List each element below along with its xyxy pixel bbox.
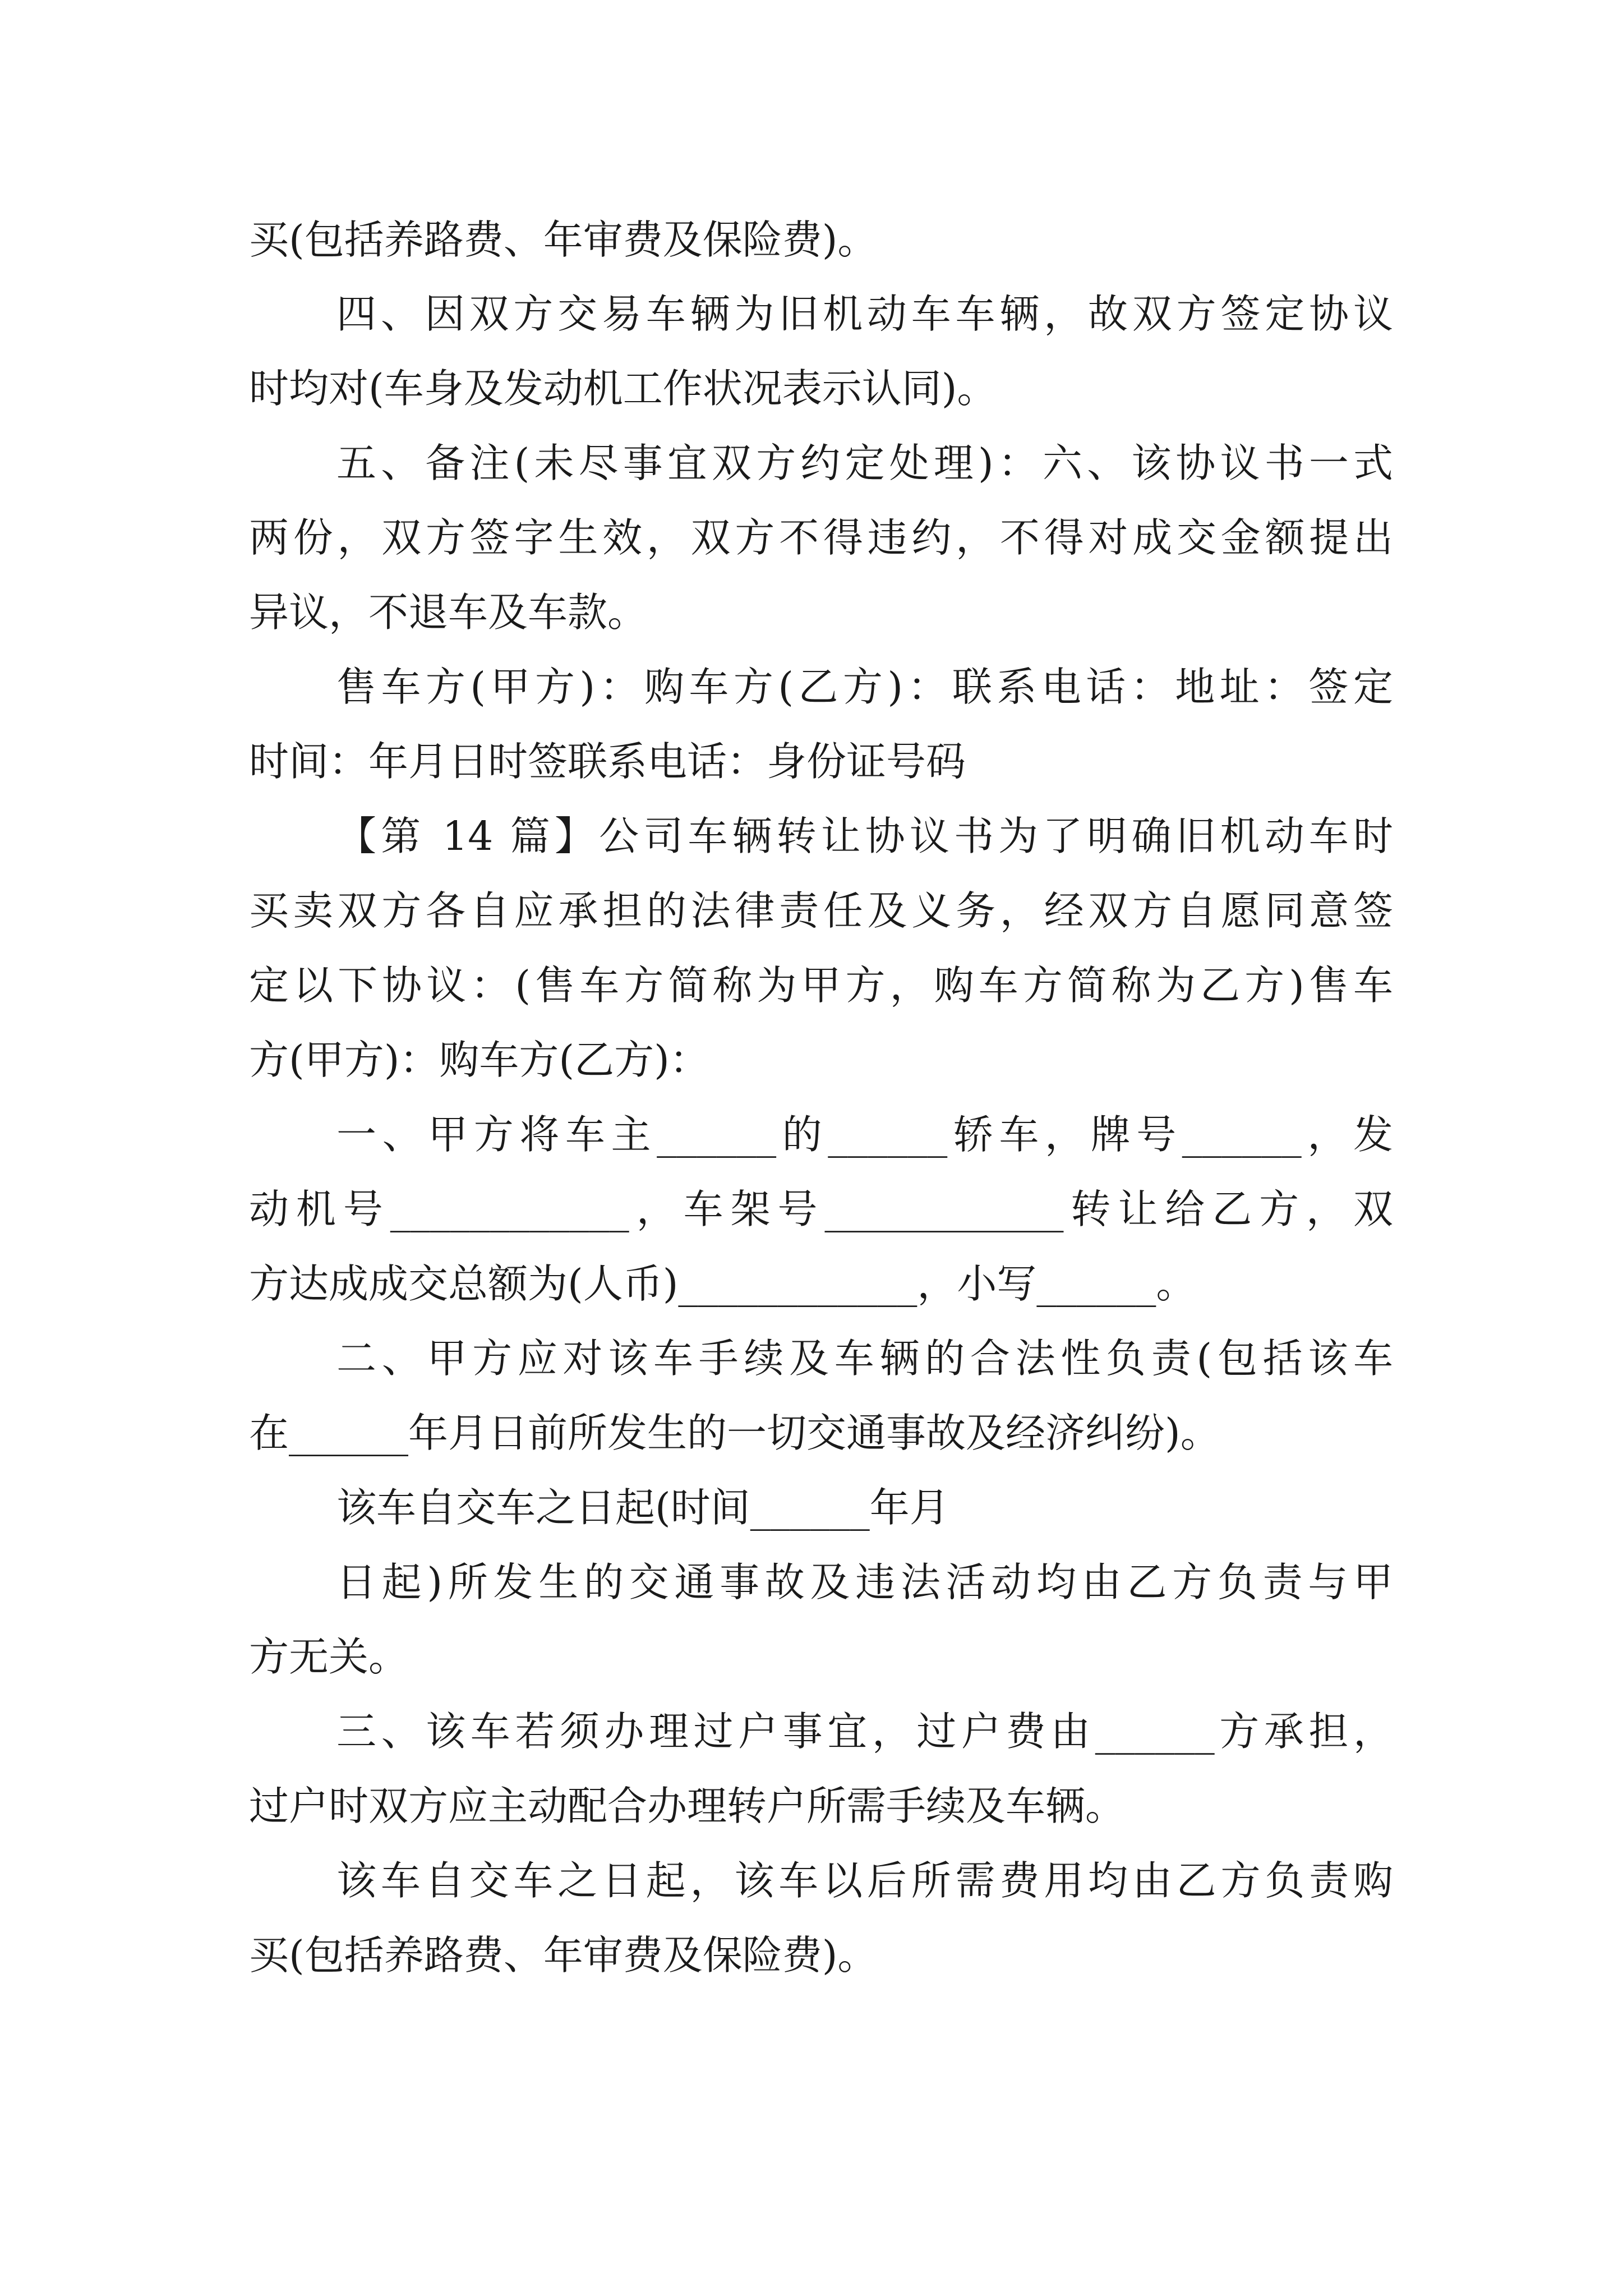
text-line-9: 【第 14 篇】公司车辆转让协议书为了明确旧机动车时 [336, 813, 1393, 859]
text-line-6: 异议，不退车及车款。 [249, 589, 648, 636]
text-line-19: 日起)所发生的交通事故及违法活动均由乙方负责与甲 [336, 1559, 1393, 1605]
text-line-4: 五、备注(未尽事宜双方约定处理)：六、该协议书一式 [336, 440, 1393, 486]
text-line-16: 二、甲方应对该车手续及车辆的合法性负责(包括该车 [336, 1335, 1393, 1382]
text-line-3: 时均对(车身及发动机工作状况表示认同)。 [249, 365, 997, 412]
text-line-13: 一、甲方将车主______的______轿车，牌号______，发 [336, 1111, 1393, 1158]
text-line-8: 时间：年月日时签联系电话：身份证号码 [249, 738, 966, 785]
text-line-15: 方达成成交总额为(人币)____________，小写______。 [249, 1260, 1196, 1307]
text-line-21: 三、该车若须办理过户事宜，过户费由______方承担， [336, 1708, 1393, 1755]
text-line-1: 买(包括养路费、年审费及保险费)。 [249, 217, 878, 263]
text-line-10: 买卖双方各自应承担的法律责任及义务，经双方自愿同意签 [249, 887, 1393, 934]
text-line-11: 定以下协议：(售车方简称为甲方，购车方简称为乙方)售车 [249, 962, 1393, 1009]
text-line-17: 在______年月日前所发生的一切交通事故及经济纠纷)。 [249, 1410, 1220, 1456]
text-line-18: 该车自交车之日起(时间______年月 [336, 1484, 949, 1531]
text-line-24: 买(包括养路费、年审费及保险费)。 [249, 1932, 878, 1978]
text-line-2: 四、因双方交易车辆为旧机动车车辆，故双方签定协议 [336, 291, 1393, 337]
text-line-22: 过户时双方应主动配合办理转户所需手续及车辆。 [249, 1783, 1126, 1829]
text-line-14: 动机号____________，车架号____________转让给乙方，双 [249, 1186, 1393, 1232]
text-line-20: 方无关。 [249, 1634, 409, 1680]
text-line-7: 售车方(甲方)：购车方(乙方)：联系电话：地址：签定 [336, 664, 1393, 710]
text-line-12: 方(甲方)：购车方(乙方)： [249, 1037, 709, 1083]
text-line-5: 两份，双方签字生效，双方不得违约，不得对成交金额提出 [249, 514, 1393, 561]
text-line-23: 该车自交车之日起，该车以后所需费用均由乙方负责购 [336, 1857, 1393, 1904]
